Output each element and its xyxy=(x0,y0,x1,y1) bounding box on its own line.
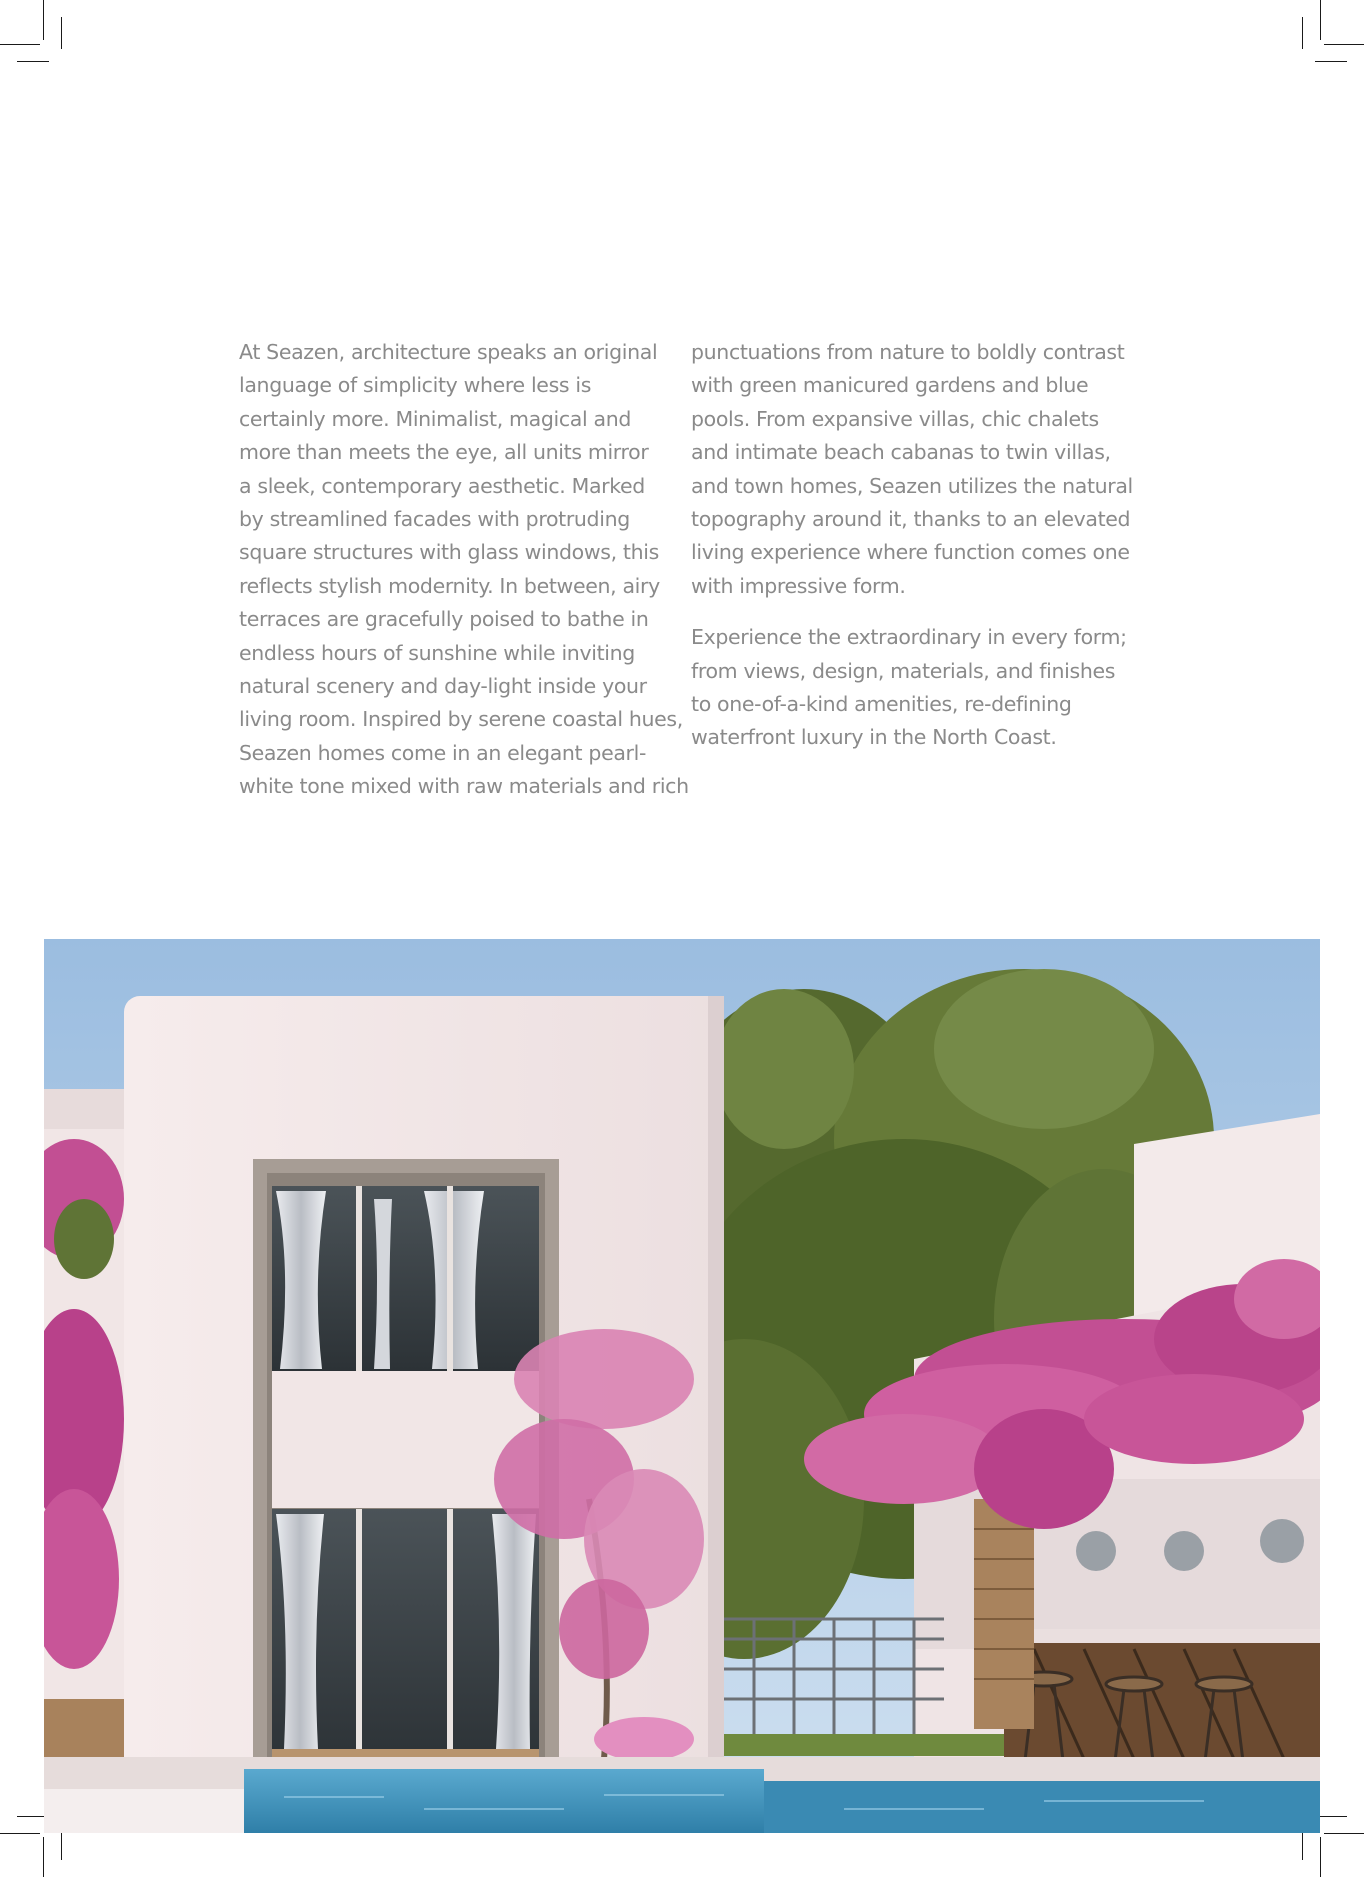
body-paragraph xyxy=(239,336,689,804)
villa-photo xyxy=(44,939,1320,1833)
text-line: white tone mixed with raw materials and rich xyxy=(239,774,689,799)
text-line: living room. Inspired by serene coastal hues, xyxy=(239,707,683,732)
wood-screen xyxy=(974,1499,1034,1729)
body-paragraph xyxy=(691,621,1131,755)
text-line: language of simplicity where less is xyxy=(239,373,592,398)
text-line: with impressive form. xyxy=(691,573,906,598)
body-column-right xyxy=(691,336,1131,773)
crop-mark xyxy=(0,44,40,45)
text-line: terraces are gracefully poised to bathe in xyxy=(239,607,649,632)
crop-mark xyxy=(1324,44,1364,45)
text-line: pools. From expansive villas, chic chalets xyxy=(691,406,1099,431)
crop-mark xyxy=(1320,0,1321,40)
bougainvillea-left xyxy=(44,1139,124,1669)
crop-mark xyxy=(1320,1837,1321,1877)
text-line: square structures with glass windows, this xyxy=(239,540,659,565)
bar-counter xyxy=(1004,1639,1320,1769)
crop-mark xyxy=(0,1833,40,1834)
text-line: Seazen homes come in an elegant pearl- xyxy=(239,740,647,765)
text-line: Experience the extraordinary in every form; xyxy=(691,625,1127,650)
crop-mark xyxy=(43,1837,44,1877)
crop-mark xyxy=(43,0,44,40)
text-line: natural scenery and day-light inside your xyxy=(239,674,647,699)
crop-mark xyxy=(1302,17,1303,49)
text-line: and intimate beach cabanas to twin villas, xyxy=(691,440,1111,465)
text-line: and town homes, Seazen utilizes the natural xyxy=(691,473,1133,498)
text-line: a sleek, contemporary aesthetic. Marked xyxy=(239,473,645,498)
text-line: certainly more. Minimalist, magical and xyxy=(239,406,632,431)
text-line: waterfront luxury in the North Coast. xyxy=(691,725,1057,750)
text-line: with green manicured gardens and blue xyxy=(691,373,1089,398)
text-line: more than meets the eye, all units mirror xyxy=(239,440,649,465)
text-line: punctuations from nature to boldly contrast xyxy=(691,340,1125,364)
crop-mark xyxy=(1324,1833,1364,1834)
text-line: endless hours of sunshine while inviting xyxy=(239,640,635,665)
text-line: topography around it, thanks to an elevated xyxy=(691,507,1131,532)
body-paragraph xyxy=(691,336,1131,603)
text-line: living experience where function comes one xyxy=(691,540,1130,565)
text-line: from views, design, materials, and finishes xyxy=(691,658,1116,683)
text-line: to one-of-a-kind amenities, re-defining xyxy=(691,692,1072,717)
body-column-left xyxy=(239,336,689,822)
text-line: At Seazen, architecture speaks an original xyxy=(239,340,658,364)
crop-mark xyxy=(61,17,62,49)
crop-mark xyxy=(17,61,49,62)
crop-mark xyxy=(1315,61,1347,62)
text-line: by streamlined facades with protruding xyxy=(239,507,630,532)
text-line: reflects stylish modernity. In between, airy xyxy=(239,573,660,598)
pool xyxy=(244,1769,764,1833)
